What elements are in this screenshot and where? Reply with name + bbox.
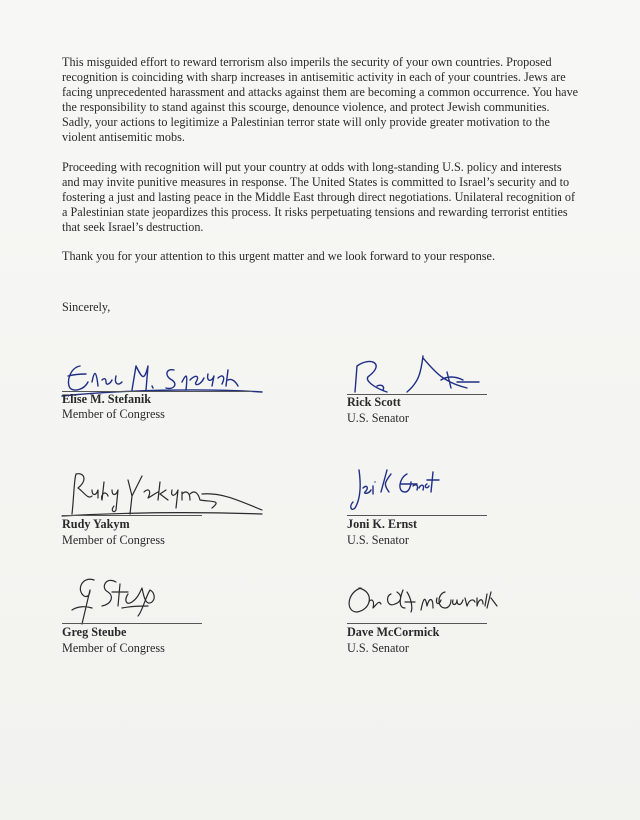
signatory-title: U.S. Senator [347, 641, 409, 655]
signatory-title: U.S. Senator [347, 411, 409, 425]
signatory-name: Elise M. Stefanik [62, 392, 152, 406]
paragraph-security: This misguided effort to reward terrorism also imperils the security of your own countries. Proposed recognition is coinciding with sharp increases in antisemitic activity in each of your countries. Jews are facing unprecedented harassment and attacks against them are becoming a common occurrence. You have the responsibility to stand against this scourge, denounce violence, and protect Jewish communities. Sadly, your actions to legitimize a Palestinian terror state will only provide greater motivation to the violent antisemitic mobs. [62, 55, 579, 145]
letter-body [62, 55, 582, 278]
signatory-name: Dave McCormick [347, 625, 440, 639]
closing-salutation: Sincerely, [62, 300, 111, 314]
signatory-title: Member of Congress [62, 407, 165, 421]
signature-line [347, 515, 487, 516]
signature-line [62, 623, 202, 624]
signature-line [62, 515, 202, 516]
signatory-title: Member of Congress [62, 641, 165, 655]
signature-line [347, 623, 487, 624]
signatory-name: Joni K. Ernst [347, 517, 418, 531]
signatory-title: U.S. Senator [347, 533, 409, 547]
signatory-name: Greg Steube [62, 625, 127, 639]
paragraph-policy: Proceeding with recognition will put your country at odds with long-standing U.S. policy and interests and may invite punitive measures in response. The United States is committed to Israel’s security and to fostering a just and lasting peace in the Middle East through direct negotiations. Unilateral recognition of a Palestinian state jeopardizes this process. It risks perpetuating tensions and rewarding terrorist entities that seek Israel’s destruction. [62, 159, 576, 234]
signatory-title: Member of Congress [62, 533, 165, 547]
paragraph-thanks: Thank you for your attention to this urgent matter and we look forward to your response. [62, 249, 496, 264]
signatory-name: Rudy Yakym [62, 517, 130, 531]
signatory-name: Rick Scott [347, 395, 401, 409]
